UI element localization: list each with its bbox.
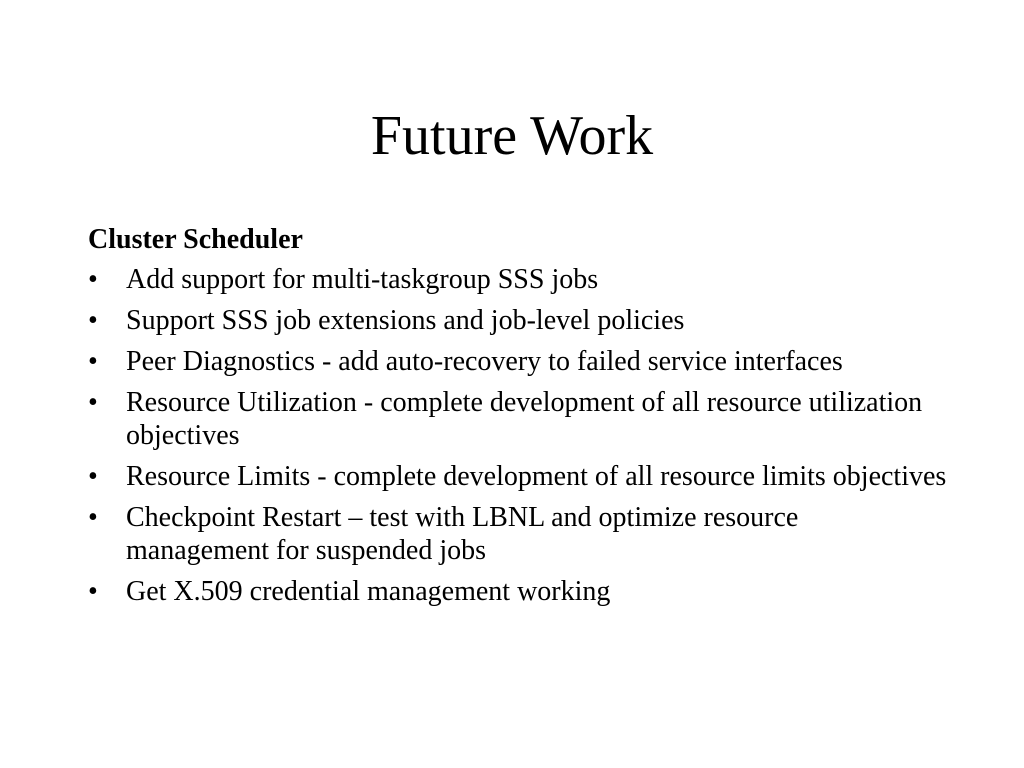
bullet-text: Checkpoint Restart – test with LBNL and optimize resource management for suspended jobs (126, 502, 799, 566)
bullet-item-checkpoint-restart (88, 501, 948, 567)
bullet-icon: • (88, 346, 98, 377)
slide-body (88, 222, 948, 616)
bullet-text: Peer Diagnostics - add auto-recovery to failed service interfaces (126, 346, 843, 377)
bullet-icon: • (88, 264, 98, 295)
bullet-item-multi-taskgroup (88, 263, 948, 296)
bullet-icon: • (88, 387, 98, 418)
bullet-text: Resource Utilization - complete development of all resource utilization objectives (126, 387, 923, 451)
bullet-text: Get X.509 credential management working (126, 576, 611, 607)
bullet-item-job-extensions (88, 304, 948, 337)
bullet-item-resource-limits (88, 460, 948, 493)
bullet-text: Support SSS job extensions and job-level policies (126, 305, 685, 336)
bullet-list (88, 263, 948, 608)
bullet-icon: • (88, 502, 98, 533)
bullet-item-resource-utilization (88, 386, 948, 452)
section-heading: Cluster Scheduler (88, 224, 303, 255)
bullet-icon: • (88, 576, 98, 607)
bullet-icon: • (88, 461, 98, 492)
bullet-text: Add support for multi-taskgroup SSS jobs (126, 264, 599, 295)
bullet-item-peer-diagnostics (88, 345, 948, 378)
bullet-icon: • (88, 305, 98, 336)
bullet-text: Resource Limits - complete development of all resource limits objectives (126, 461, 947, 492)
bullet-item-x509-credentials (88, 575, 948, 608)
slide-title: Future Work (370, 105, 654, 167)
